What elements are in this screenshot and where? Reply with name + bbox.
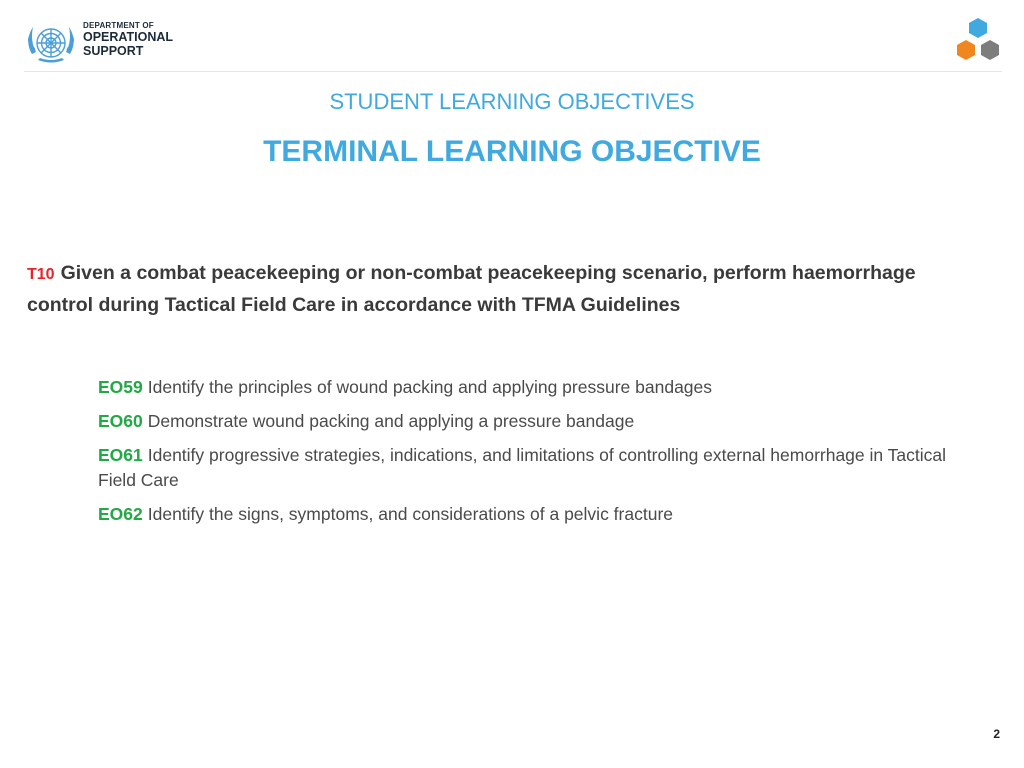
department-line-2: OPERATIONAL <box>83 29 174 44</box>
terminal-objective-code: T10 <box>27 266 55 283</box>
department-line-1: DEPARTMENT OF <box>83 21 154 30</box>
un-emblem-icon <box>24 18 78 68</box>
header <box>0 0 1024 72</box>
enabling-objective <box>98 375 958 400</box>
hexagon-logo-icon <box>950 16 1006 66</box>
enabling-objective-code: EO59 <box>98 377 143 397</box>
enabling-objective-code: EO62 <box>98 504 143 524</box>
enabling-objective <box>98 443 958 493</box>
enabling-objective-text: Identify the principles of wound packing and applying pressure bandages <box>147 377 713 397</box>
hexagon-grey <box>981 40 999 60</box>
enabling-objective <box>98 409 958 434</box>
hexagon-orange <box>957 40 975 60</box>
enabling-objective-code: EO60 <box>98 411 143 431</box>
enabling-objective-text: Demonstrate wound packing and applying a pressure bandage <box>147 411 635 431</box>
enabling-objective <box>98 502 958 527</box>
header-divider <box>24 71 1002 72</box>
enabling-objective-code: EO61 <box>98 445 143 465</box>
enabling-objective-text: Identify the signs, symptoms, and considerations of a pelvic fracture <box>147 504 674 524</box>
slide-title: TERMINAL LEARNING OBJECTIVE <box>263 135 761 168</box>
terminal-objective <box>27 258 987 320</box>
department-name <box>83 22 173 58</box>
enabling-objectives-list <box>98 375 958 536</box>
terminal-objective-text: Given a combat peacekeeping or non-combat peacekeeping scenario, perform haemorrhage control during Tactical Field Care in accordance with TFMA Guidelines <box>27 262 916 316</box>
enabling-objective-text: Identify progressive strategies, indications, and limitations of controlling external hemorrhage in Tactical Field Care <box>98 445 947 490</box>
page-number: 2 <box>993 727 1000 741</box>
department-line-3: SUPPORT <box>83 43 144 58</box>
slide-subtitle: STUDENT LEARNING OBJECTIVES <box>329 89 695 114</box>
hexagon-blue <box>969 18 987 38</box>
